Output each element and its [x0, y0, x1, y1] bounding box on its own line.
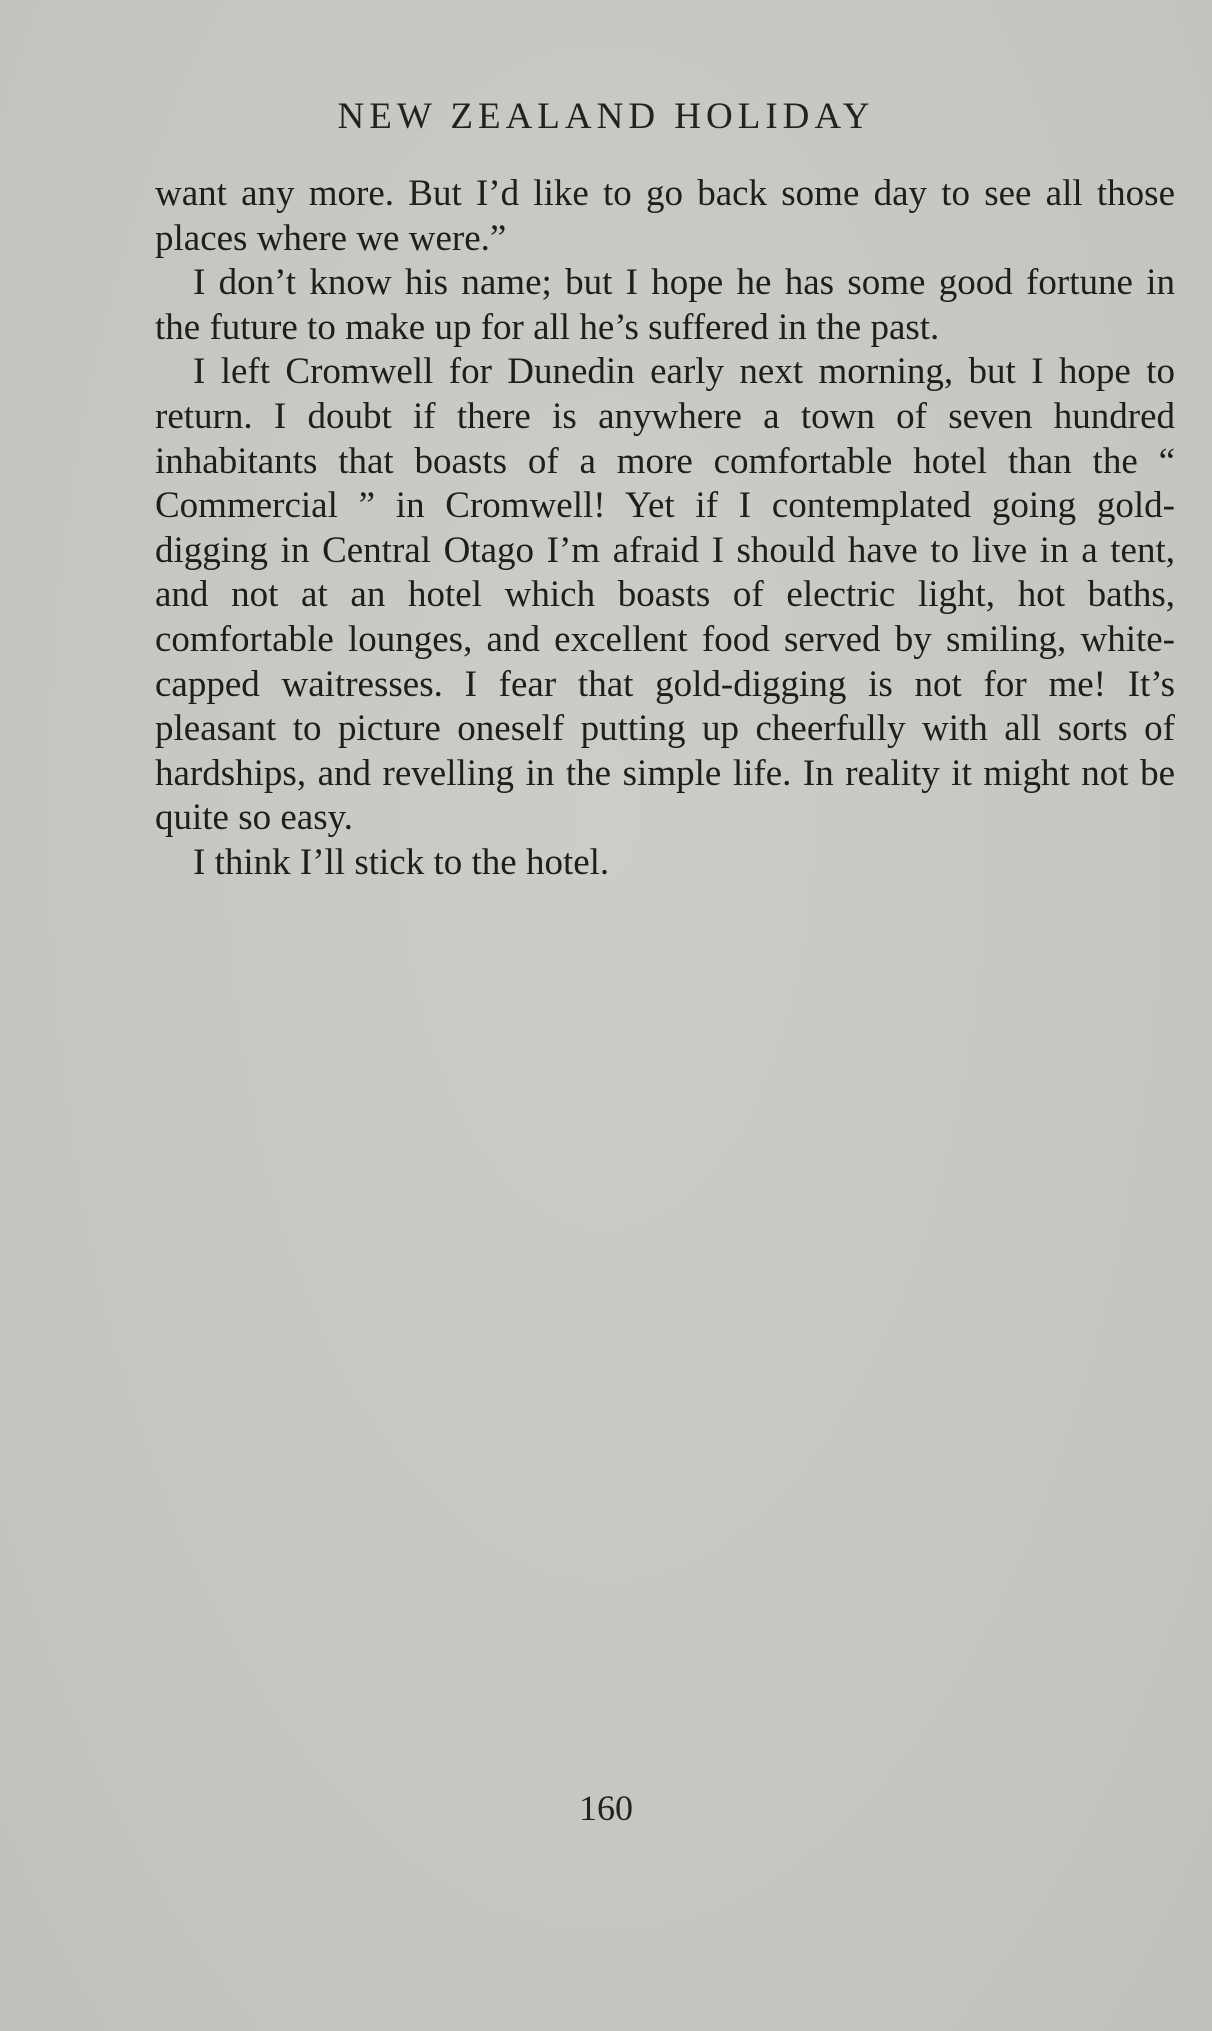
page-number: 160	[579, 1788, 633, 1828]
running-head: NEW ZEALAND HOLIDAY	[337, 96, 875, 137]
paragraph-name-unknown: I don’t know his name; but I hope he has some good fortune in the future to make up for all he’s suffered in the past.	[155, 262, 1175, 348]
paragraph-continuation: want any more. But I’d like to go back some day to see all those places where we were.”	[155, 173, 1175, 259]
paragraph-stick-to-hotel: I think I’ll stick to the hotel.	[193, 841, 610, 883]
body-text	[155, 172, 1175, 886]
paragraph-left-cromwell: I left Cromwell for Dunedin early next morning, but I hope to return. I doubt if there is anywhere a town of seven hundred inhabitants that boasts of a more comfortable hotel than the “ Commercial ” in Cromwell! Yet if I contemplated going gold-digging in Central Otago I’m afraid I should have to live in a tent, and not at an hotel which boasts of electric light, hot baths, comfortable lounges, and excellent food served by smiling, white-capped waitresses. I fear that gold-digging is not for me! It’s pleasant to picture oneself putting up cheerfully with all sorts of hardships, and revelling in the simple life. In reality it might not be quite so easy.	[155, 351, 1175, 839]
